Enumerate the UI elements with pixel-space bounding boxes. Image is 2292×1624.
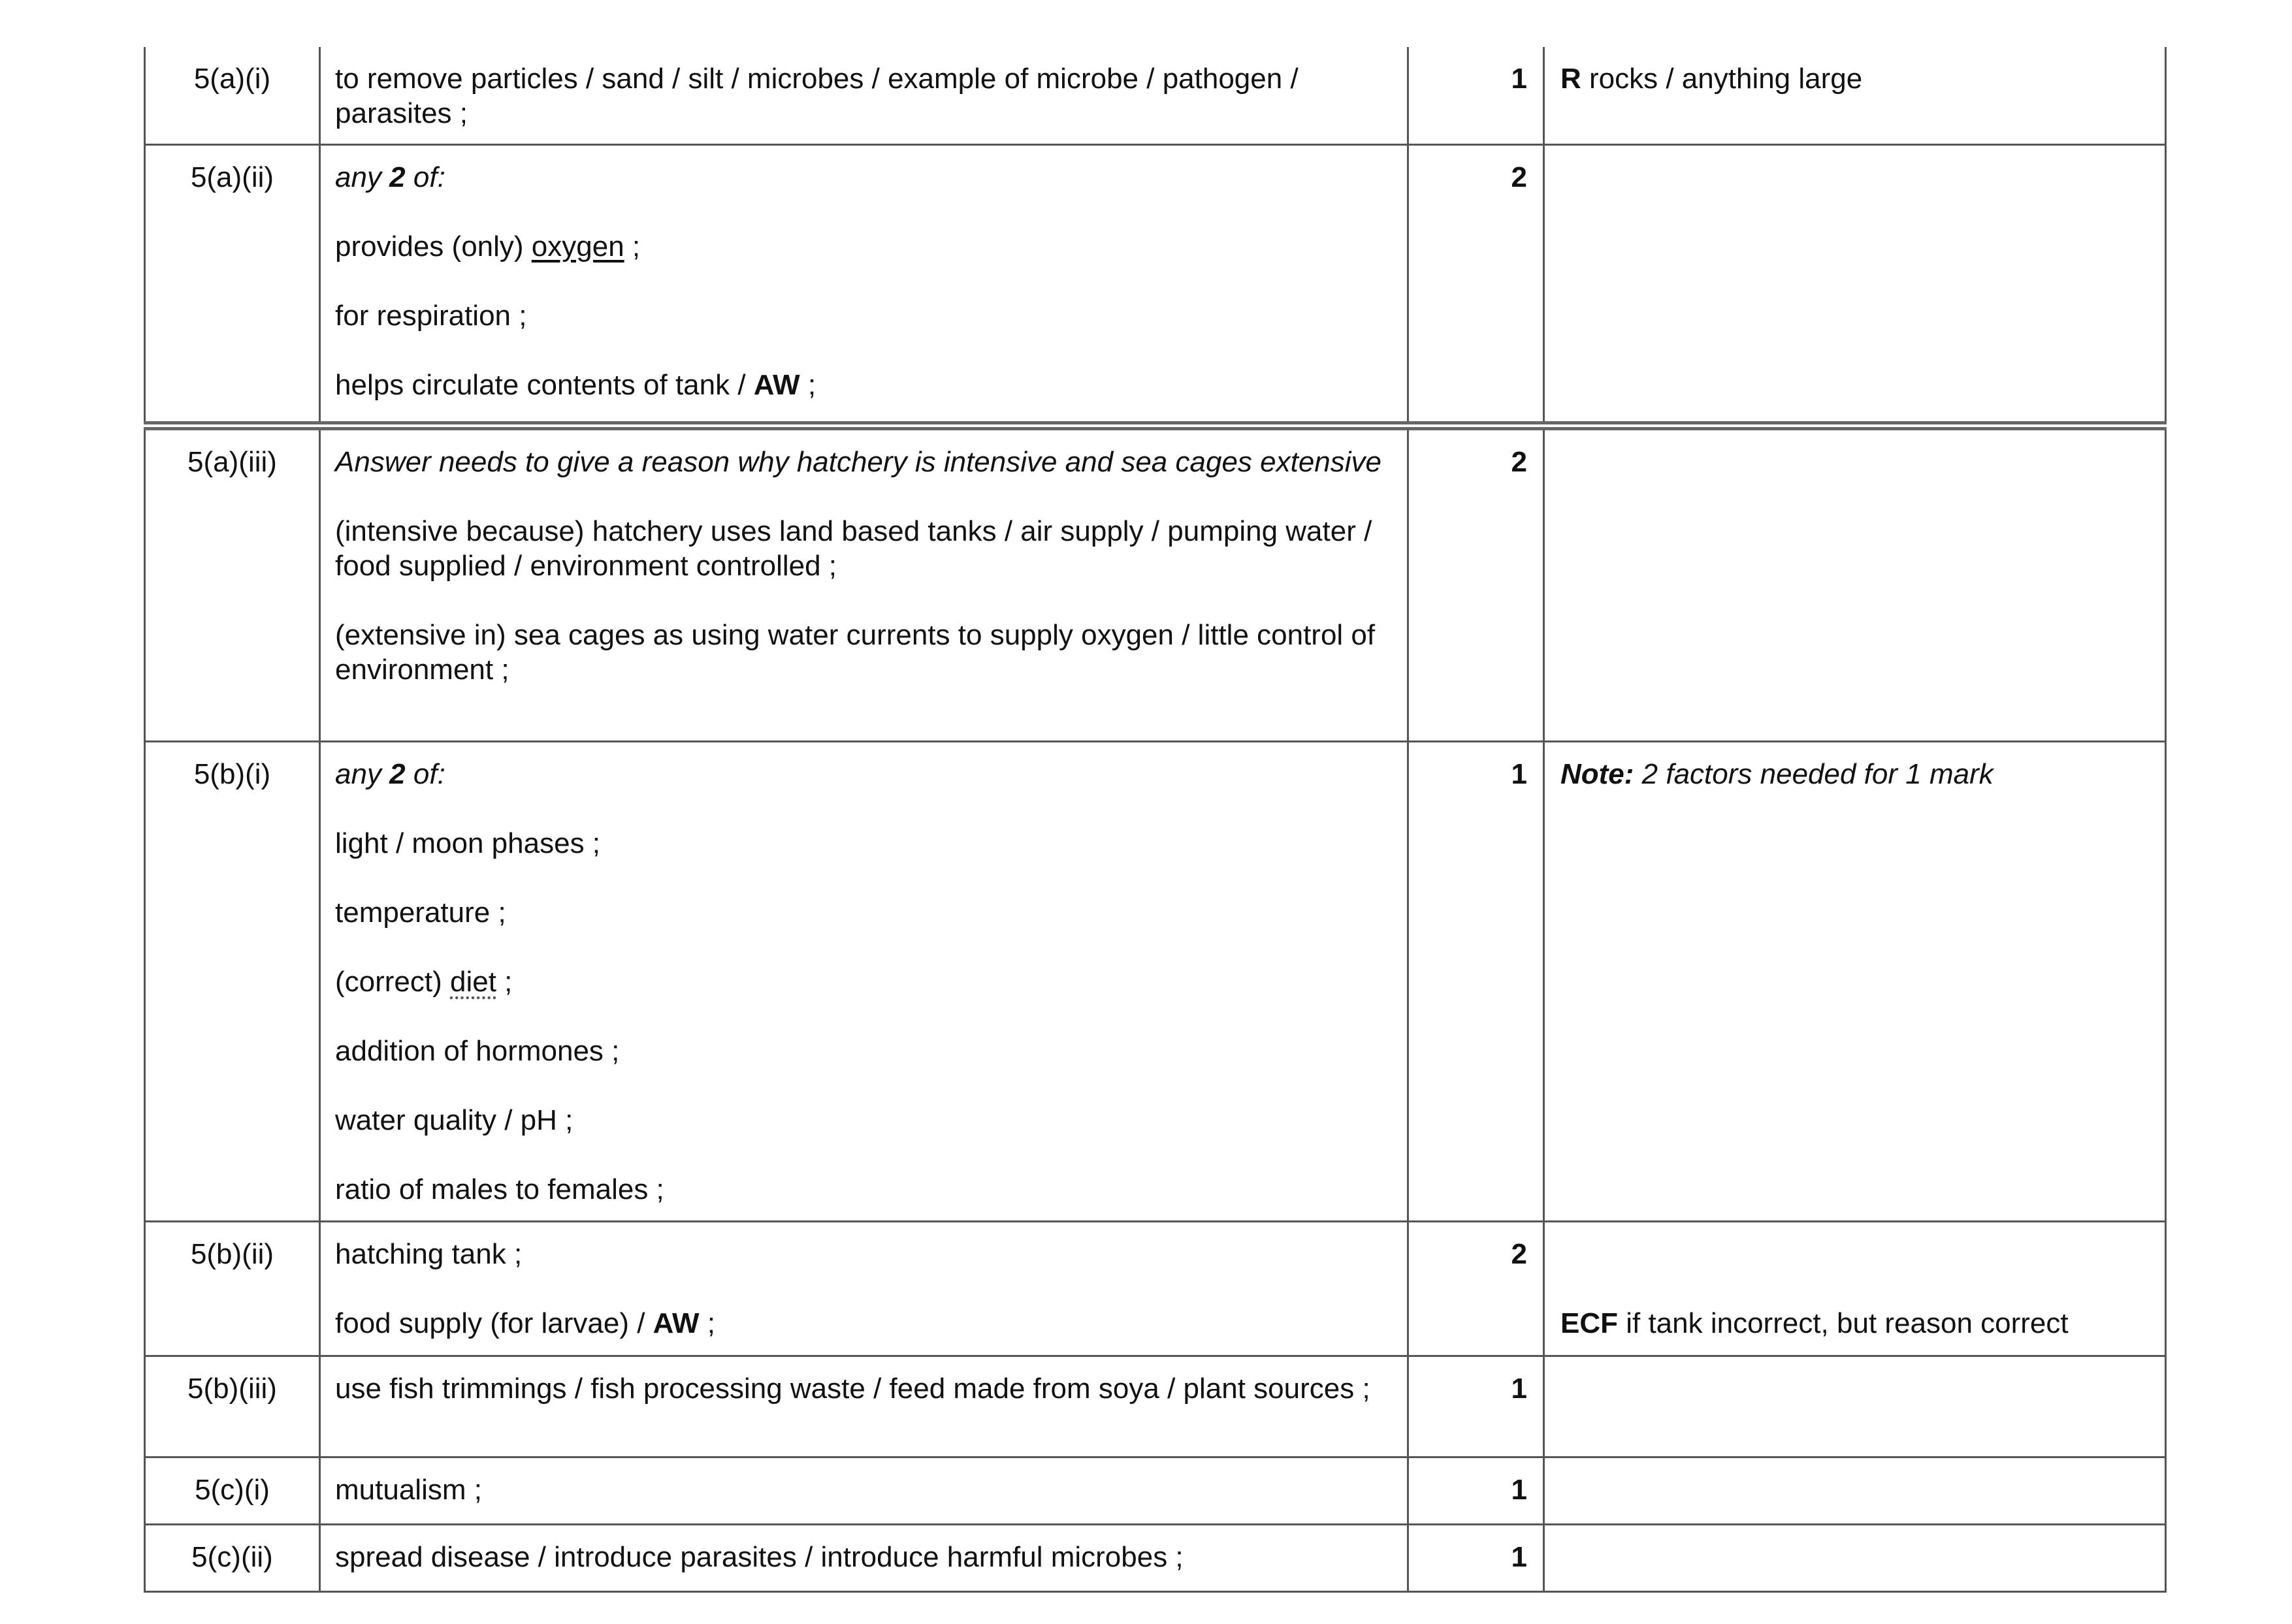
answer-point: use fish trimmings / fish processing waste / feed made from soya / plant sources ; xyxy=(335,1373,1370,1405)
answer-cell xyxy=(320,145,1408,426)
answer-cell xyxy=(320,1356,1408,1457)
guidance-text: if tank incorrect, but reason correct xyxy=(1618,1307,2069,1339)
marks-cell: 1 xyxy=(1408,742,1544,1222)
answer-point: to remove particles / sand / silt / microbes / example of microbe / pathogen / parasites ; xyxy=(335,63,1299,129)
table-row xyxy=(145,1457,2166,1525)
guidance-text: rocks / anything large xyxy=(1581,63,1863,95)
answer-intro: Answer needs to give a reason why hatchery is intensive and sea cages extensive xyxy=(335,445,1382,478)
answer-point: (correct) diet ; xyxy=(335,966,513,998)
question-number: 5(c)(ii) xyxy=(145,1525,320,1592)
answer-point: (intensive because) hatchery uses land based tanks / air supply / pumping water / food supplied / environment controlled ; xyxy=(335,515,1372,582)
marks-cell: 1 xyxy=(1408,1457,1544,1525)
answer-point: spread disease / introduce parasites / introduce harmful microbes ; xyxy=(335,1541,1184,1573)
question-number: 5(b)(iii) xyxy=(145,1356,320,1457)
marks-cell: 1 xyxy=(1408,1356,1544,1457)
reject-symbol: R xyxy=(1560,63,1581,95)
marks-cell: 2 xyxy=(1408,1222,1544,1356)
mark-scheme-sheet xyxy=(144,47,2165,1593)
guidance-text: 2 factors needed for 1 mark xyxy=(1634,758,1993,790)
answer-point: food supply (for larvae) / AW ; xyxy=(335,1307,716,1339)
question-number: 5(c)(i) xyxy=(145,1457,320,1525)
ecf-label: ECF xyxy=(1560,1307,1618,1339)
question-number: 5(a)(i) xyxy=(145,47,320,145)
table-row xyxy=(145,742,2166,1222)
guidance-cell xyxy=(1544,1222,2166,1356)
answer-point: mutualism ; xyxy=(335,1474,482,1506)
guidance-cell xyxy=(1544,426,2166,742)
guidance-cell xyxy=(1544,1525,2166,1592)
question-number: 5(b)(i) xyxy=(145,742,320,1222)
table-row xyxy=(145,145,2166,426)
question-number: 5(a)(iii) xyxy=(145,426,320,742)
note-label: Note: xyxy=(1560,758,1634,790)
answer-point: (extensive in) sea cages as using water currents to supply oxygen / little control of environment ; xyxy=(335,618,1376,686)
question-number: 5(b)(ii) xyxy=(145,1222,320,1356)
question-number: 5(a)(ii) xyxy=(145,145,320,426)
answer-point: light / moon phases ; xyxy=(335,827,601,859)
answer-point: temperature ; xyxy=(335,897,506,929)
table-row xyxy=(145,1356,2166,1457)
marks-cell: 2 xyxy=(1408,145,1544,426)
answer-cell xyxy=(320,426,1408,742)
answer-intro: any 2 of: xyxy=(335,758,445,790)
table-row xyxy=(145,426,2166,742)
answer-intro: any 2 of: xyxy=(335,161,445,193)
answer-cell xyxy=(320,1457,1408,1525)
guidance-cell xyxy=(1544,1356,2166,1457)
answer-cell xyxy=(320,742,1408,1222)
answer-point: helps circulate contents of tank / AW ; xyxy=(335,369,816,401)
answer-point: provides (only) oxygen ; xyxy=(335,231,641,263)
answer-cell xyxy=(320,1222,1408,1356)
answer-point: hatching tank ; xyxy=(335,1238,523,1270)
answer-cell xyxy=(320,47,1408,145)
answer-point: for respiration ; xyxy=(335,300,527,332)
mark-scheme-table xyxy=(144,47,2167,1593)
marks-cell: 1 xyxy=(1408,1525,1544,1592)
guidance-cell xyxy=(1544,1457,2166,1525)
table-row xyxy=(145,1525,2166,1592)
answer-point: addition of hormones ; xyxy=(335,1035,620,1067)
table-row xyxy=(145,1222,2166,1356)
marks-cell: 1 xyxy=(1408,47,1544,145)
table-row xyxy=(145,47,2166,145)
answer-point: water quality / pH ; xyxy=(335,1104,573,1136)
guidance-cell xyxy=(1544,47,2166,145)
guidance-cell xyxy=(1544,742,2166,1222)
guidance-cell xyxy=(1544,145,2166,426)
answer-cell xyxy=(320,1525,1408,1592)
answer-point: ratio of males to females ; xyxy=(335,1173,664,1205)
marks-cell: 2 xyxy=(1408,426,1544,742)
